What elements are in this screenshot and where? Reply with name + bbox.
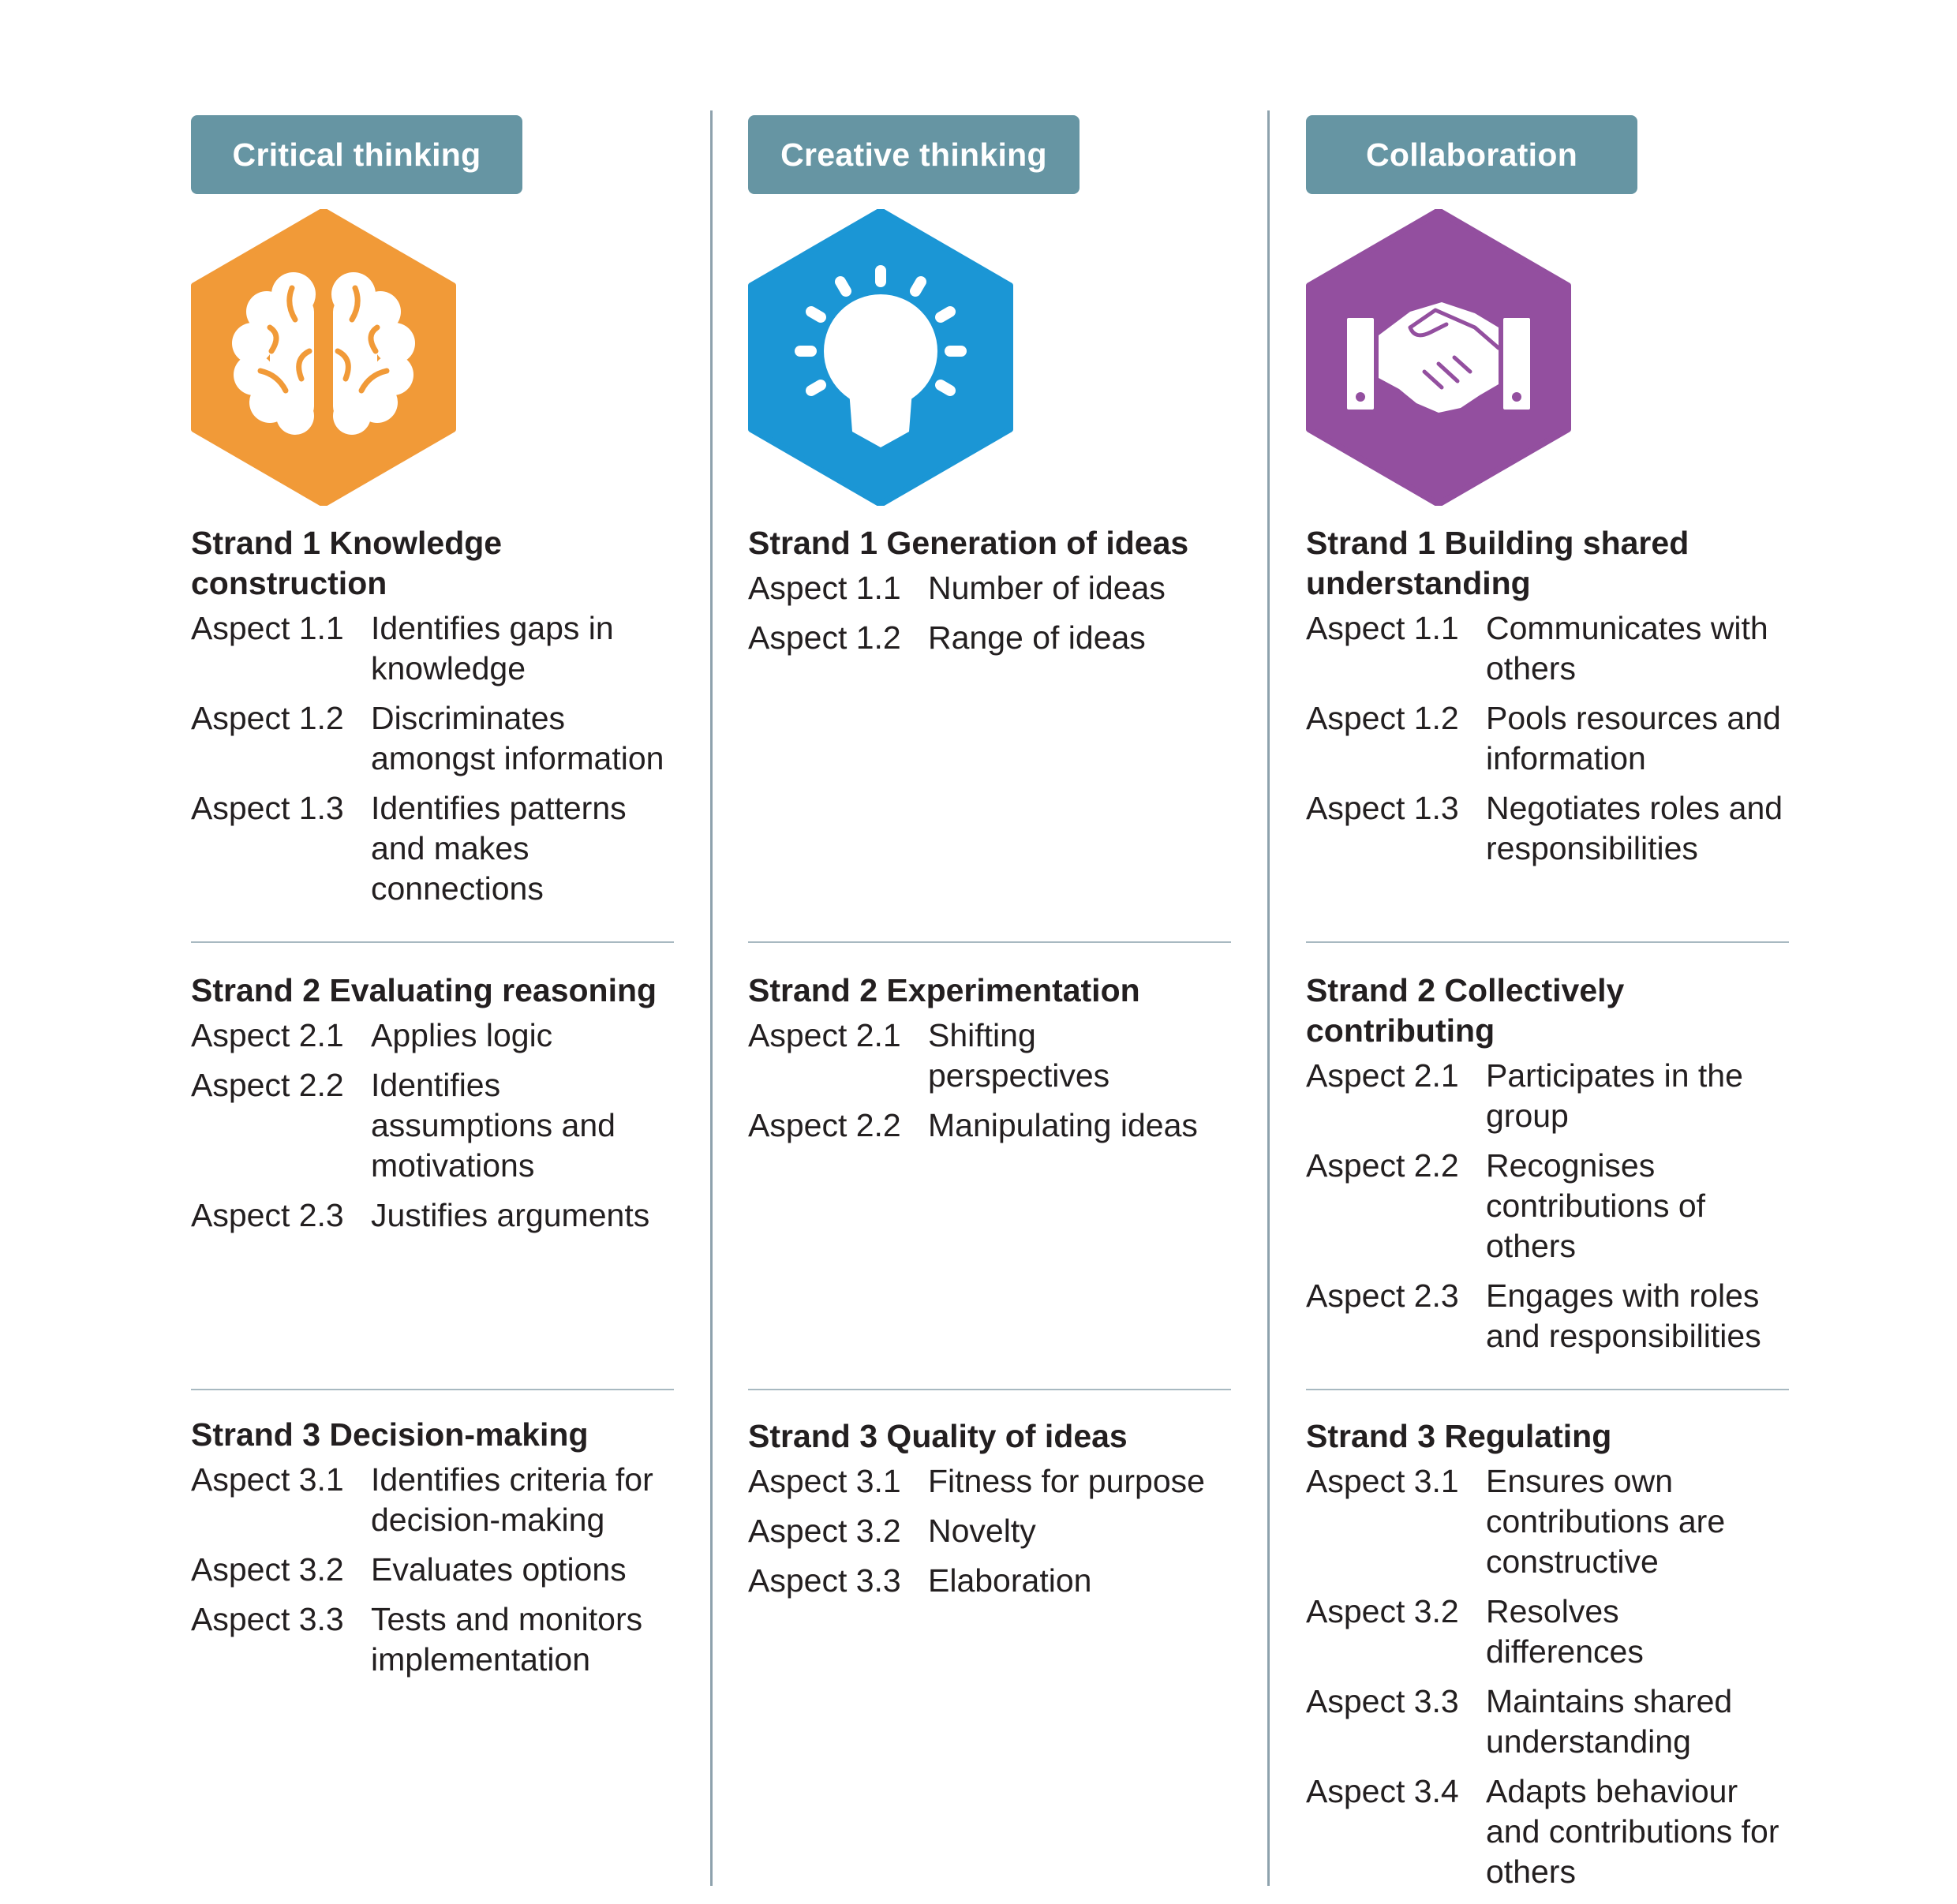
aspect-code: Aspect 1.2 [191, 700, 344, 736]
aspect-row [191, 1460, 680, 1540]
strand-block [191, 523, 680, 918]
strand-title: Strand 2 Evaluating reasoning [191, 972, 657, 1008]
aspect-row [748, 1016, 1237, 1096]
header-critical-thinking: Critical thinking [191, 115, 522, 194]
aspect-code: Aspect 3.3 [748, 1562, 901, 1599]
aspect-text: Number of ideas [928, 570, 1166, 606]
strand-block [191, 1415, 680, 1689]
strand-block [748, 971, 1237, 1155]
aspect-code: Aspect 1.3 [191, 790, 344, 826]
aspect-text: Participates in the group [1486, 1057, 1743, 1134]
aspect-text: Identifies assumptions and motivations [371, 1067, 616, 1184]
aspect-text: Evaluates options [371, 1551, 627, 1588]
aspect-code: Aspect 3.3 [191, 1601, 344, 1637]
aspect-row [1306, 1461, 1795, 1582]
aspect-code: Aspect 2.1 [1306, 1057, 1459, 1094]
strand-block [1306, 1416, 1795, 1902]
strand-title: Strand 2 Experimentation [748, 972, 1140, 1008]
aspect-code: Aspect 3.2 [191, 1551, 344, 1588]
column-divider-2 [1267, 110, 1270, 1886]
aspect-code: Aspect 2.1 [748, 1017, 901, 1053]
aspect-row [748, 1461, 1237, 1502]
strand-separator [1306, 941, 1789, 943]
aspect-text: Identifies criteria for decision-making [371, 1461, 653, 1538]
aspect-row [1306, 1276, 1795, 1356]
aspect-row [748, 568, 1237, 608]
column-divider-1 [710, 110, 713, 1886]
strand-block [191, 971, 680, 1245]
aspect-text: Manipulating ideas [928, 1107, 1198, 1143]
aspect-text: Tests and monitors implementation [371, 1601, 643, 1678]
aspect-text: Identifies patterns and makes connections [371, 790, 627, 907]
aspect-code: Aspect 1.3 [1306, 790, 1459, 826]
strand-separator [1306, 1389, 1789, 1390]
aspect-row [191, 608, 680, 689]
aspect-text: Maintains shared understanding [1486, 1683, 1733, 1760]
strand-block [748, 523, 1237, 668]
strand-title: Strand 1 Knowledge construction [191, 525, 503, 601]
aspect-text: Communicates with others [1486, 610, 1768, 686]
strand-separator [748, 941, 1231, 943]
strand-separator [748, 1389, 1231, 1390]
strand-separator [191, 1389, 674, 1390]
aspect-row [191, 698, 680, 779]
strand-title: Strand 2 Collectively contributing [1306, 972, 1625, 1049]
aspect-code: Aspect 2.2 [748, 1107, 901, 1143]
aspect-text: Ensures own contributions are constructive [1486, 1463, 1726, 1580]
aspect-code: Aspect 3.2 [748, 1513, 901, 1549]
handshake-icon [1306, 209, 1571, 506]
header-collaboration: Collaboration [1306, 115, 1637, 194]
aspect-text: Range of ideas [928, 619, 1146, 656]
aspect-row [1306, 1771, 1795, 1892]
aspect-text: Pools resources and information [1486, 700, 1781, 776]
aspect-text: Justifies arguments [371, 1197, 650, 1233]
aspect-code: Aspect 1.1 [1306, 610, 1459, 646]
aspect-code: Aspect 1.2 [748, 619, 901, 656]
strand-title: Strand 3 Decision-making [191, 1416, 589, 1453]
aspect-row [191, 788, 680, 909]
aspect-row [748, 1561, 1237, 1601]
strand-title: Strand 1 Building shared understanding [1306, 525, 1689, 601]
aspect-code: Aspect 2.2 [191, 1067, 344, 1103]
brain-icon [191, 209, 456, 506]
aspect-row [1306, 788, 1795, 869]
aspect-code: Aspect 1.2 [1306, 700, 1459, 736]
aspect-text: Discriminates amongst information [371, 700, 664, 776]
aspect-code: Aspect 2.3 [1306, 1277, 1459, 1314]
aspect-code: Aspect 1.1 [748, 570, 901, 606]
aspect-row [748, 618, 1237, 658]
aspect-text: Elaboration [928, 1562, 1092, 1599]
header-creative-thinking: Creative thinking [748, 115, 1080, 194]
aspect-row [191, 1065, 680, 1186]
aspect-row [1306, 1056, 1795, 1136]
aspect-code: Aspect 3.1 [748, 1463, 901, 1499]
aspect-row [748, 1105, 1237, 1146]
aspect-row [748, 1511, 1237, 1551]
aspect-text: Applies logic [371, 1017, 553, 1053]
aspect-text: Resolves differences [1486, 1593, 1644, 1670]
aspect-text: Negotiates roles and responsibilities [1486, 790, 1783, 866]
aspect-code: Aspect 2.3 [191, 1197, 344, 1233]
lightbulb-icon [748, 209, 1013, 506]
aspect-text: Recognises contributions of others [1486, 1147, 1706, 1264]
aspect-row [191, 1550, 680, 1590]
aspect-code: Aspect 2.2 [1306, 1147, 1459, 1184]
aspect-row [1306, 1592, 1795, 1672]
aspect-text: Shifting perspectives [928, 1017, 1110, 1094]
aspect-row [191, 1195, 680, 1236]
aspect-code: Aspect 1.1 [191, 610, 344, 646]
aspect-code: Aspect 3.1 [191, 1461, 344, 1498]
aspect-row [1306, 608, 1795, 689]
aspect-row [191, 1599, 680, 1680]
strand-separator [191, 941, 674, 943]
strand-block [748, 1416, 1237, 1610]
strand-title: Strand 3 Quality of ideas [748, 1418, 1128, 1454]
aspect-code: Aspect 2.1 [191, 1017, 344, 1053]
aspect-row [1306, 1681, 1795, 1762]
aspect-code: Aspect 3.2 [1306, 1593, 1459, 1629]
aspect-text: Novelty [928, 1513, 1036, 1549]
aspect-row [191, 1016, 680, 1056]
aspect-row [1306, 698, 1795, 779]
strand-block [1306, 971, 1795, 1366]
aspect-text: Identifies gaps in knowledge [371, 610, 614, 686]
aspect-text: Engages with roles and responsibilities [1486, 1277, 1761, 1354]
aspect-code: Aspect 3.4 [1306, 1773, 1459, 1809]
aspect-code: Aspect 3.1 [1306, 1463, 1459, 1499]
strand-title: Strand 1 Generation of ideas [748, 525, 1189, 561]
aspect-code: Aspect 3.3 [1306, 1683, 1459, 1719]
strand-title: Strand 3 Regulating [1306, 1418, 1612, 1454]
aspect-row [1306, 1146, 1795, 1266]
aspect-text: Adapts behaviour and contributions for others [1486, 1773, 1779, 1890]
aspect-text: Fitness for purpose [928, 1463, 1205, 1499]
strand-block [1306, 523, 1795, 878]
